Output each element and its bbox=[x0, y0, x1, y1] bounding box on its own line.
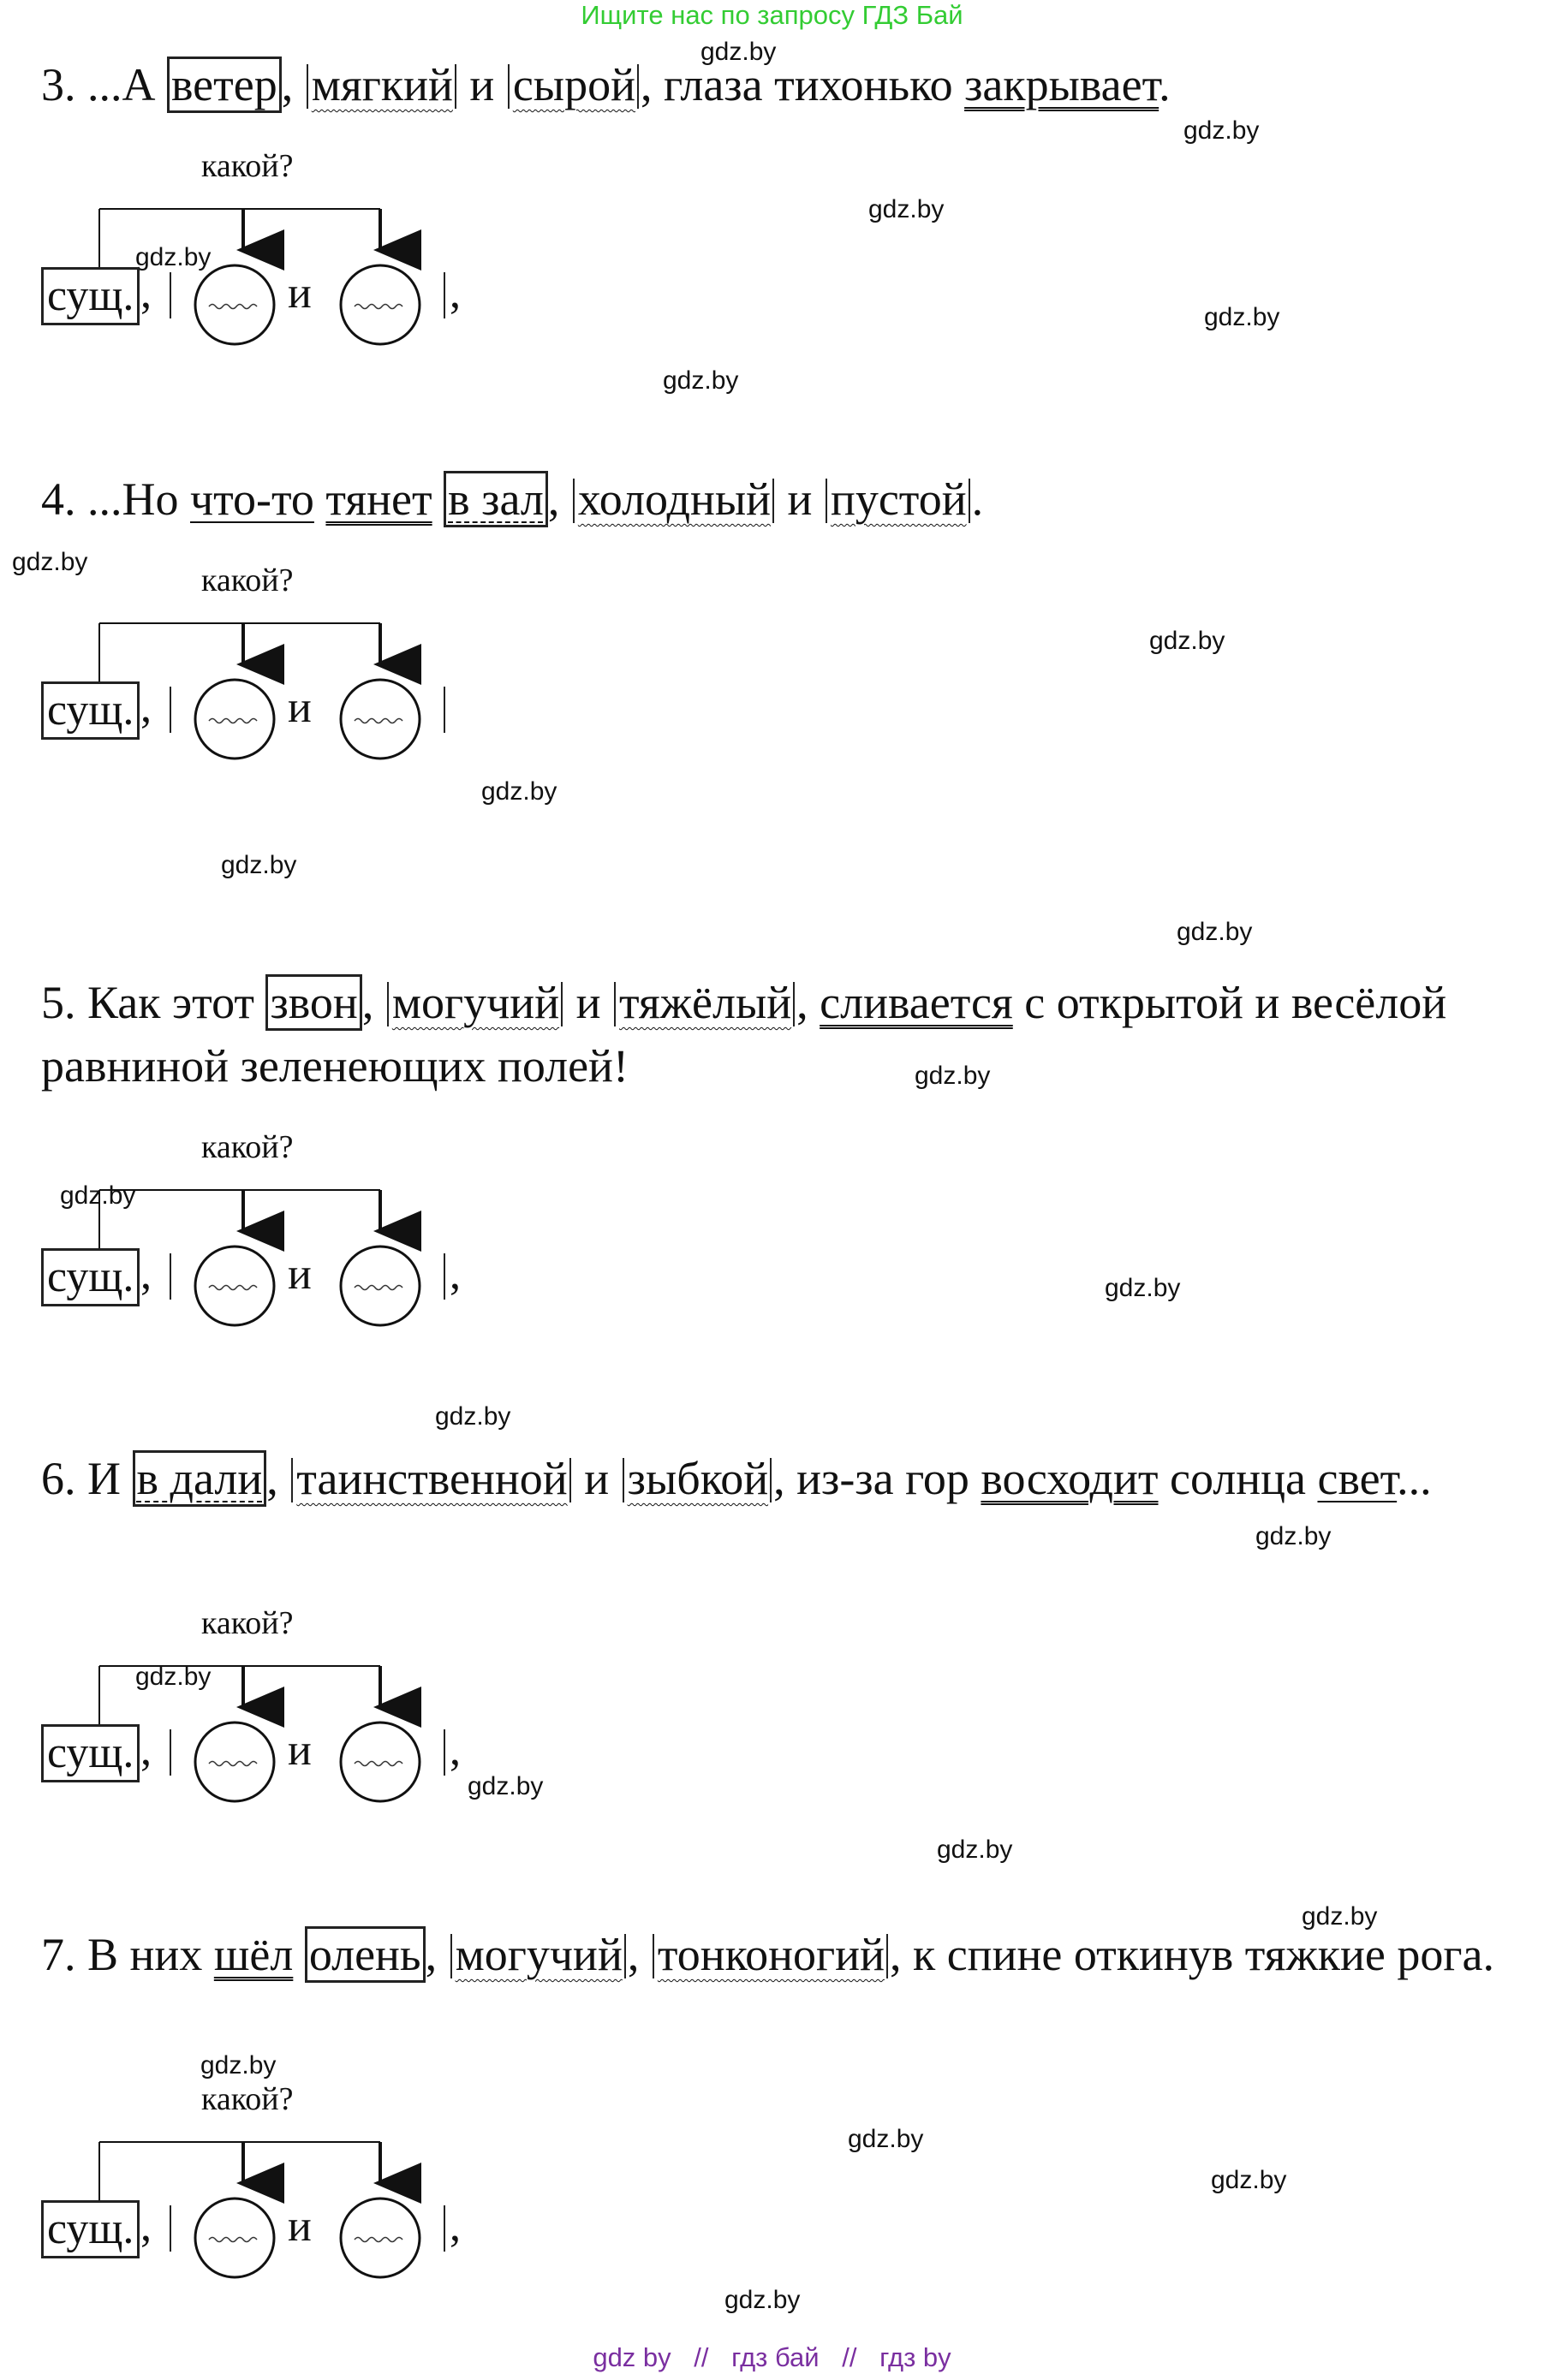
scheme-bar bbox=[444, 2205, 445, 2252]
watermark: gdz.by bbox=[481, 777, 557, 806]
watermark: gdz.by bbox=[1177, 918, 1253, 946]
participial-bar bbox=[793, 982, 795, 1026]
sentence-word: закрывает bbox=[964, 59, 1159, 110]
scheme-conj: и bbox=[288, 269, 312, 318]
wavy-mark bbox=[355, 719, 402, 723]
participial-bar bbox=[772, 479, 774, 523]
scheme-conj: и bbox=[288, 2202, 312, 2251]
footer-separator: // bbox=[842, 2342, 857, 2372]
scheme-bar bbox=[170, 687, 171, 733]
sentence-word: тянет bbox=[325, 473, 432, 525]
participle-circle bbox=[341, 2199, 420, 2277]
scheme-comma: , bbox=[140, 2202, 152, 2251]
sentence-word: могучий bbox=[455, 1929, 623, 1980]
sentence-6 bbox=[41, 1447, 1514, 1510]
scheme-comma: , bbox=[140, 269, 152, 318]
scheme-comma: , bbox=[140, 683, 152, 732]
participle-circle bbox=[195, 680, 274, 759]
sentence-word: , глаза тихонько bbox=[640, 59, 965, 110]
participial-bar bbox=[637, 64, 639, 109]
wavy-mark bbox=[355, 2238, 402, 2242]
sentence-word: , bbox=[425, 1929, 449, 1980]
watermark: gdz.by bbox=[12, 548, 88, 576]
participial-bar bbox=[886, 1934, 888, 1978]
scheme-bar bbox=[444, 1729, 445, 1776]
wavy-mark bbox=[209, 2238, 257, 2242]
watermark: gdz.by bbox=[60, 1181, 136, 1210]
top-banner[interactable]: Ищите нас по запросу ГДЗ Бай bbox=[581, 0, 963, 30]
scheme-end-comma: , bbox=[450, 2202, 461, 2251]
sentence-word: могучий bbox=[391, 977, 560, 1028]
sentence-word: с открытой и весёлой равниной зеленеющих полей! bbox=[41, 977, 1447, 1092]
watermark: gdz.by bbox=[135, 1663, 212, 1691]
participial-bar bbox=[770, 1458, 772, 1502]
watermark: gdz.by bbox=[135, 243, 212, 271]
sentence-word: 6. И bbox=[41, 1453, 133, 1504]
watermark: gdz.by bbox=[1302, 1902, 1378, 1931]
participle-circle bbox=[195, 1723, 274, 1801]
sentence-word: , к спине откинув тяжкие рога. bbox=[889, 1929, 1495, 1980]
sentence-word bbox=[432, 473, 444, 525]
sentence-word: пустой bbox=[830, 473, 967, 525]
sentence-word: и bbox=[572, 1453, 621, 1504]
participial-bar bbox=[561, 982, 563, 1026]
scheme-bar bbox=[170, 272, 171, 318]
scheme-bar bbox=[170, 1253, 171, 1300]
sentence-word: в дали bbox=[133, 1450, 267, 1507]
watermark: gdz.by bbox=[1211, 2166, 1287, 2194]
participial-bar bbox=[450, 1934, 452, 1978]
wavy-mark bbox=[209, 719, 257, 723]
watermark: gdz.by bbox=[848, 2125, 924, 2153]
participle-circle bbox=[195, 1247, 274, 1325]
scheme-question: какой? bbox=[201, 148, 294, 184]
scheme-6 bbox=[34, 1604, 565, 1827]
scheme-question: какой? bbox=[201, 2081, 294, 2117]
participial-bar bbox=[455, 64, 456, 109]
scheme-bar bbox=[170, 2205, 171, 2252]
watermark: gdz.by bbox=[1105, 1274, 1181, 1302]
sentence-word: и bbox=[776, 473, 824, 525]
scheme-bar bbox=[444, 1253, 445, 1300]
participle-circle bbox=[341, 1723, 420, 1801]
participial-bar bbox=[307, 64, 308, 109]
scheme-conj: и bbox=[288, 1250, 312, 1299]
sentence-word: 7. В них bbox=[41, 1929, 214, 1980]
footer-link-3[interactable]: гдз by bbox=[879, 2342, 951, 2372]
participial-bar bbox=[614, 982, 616, 1026]
sentence-word: сливается bbox=[820, 977, 1013, 1028]
watermark: gdz.by bbox=[663, 366, 739, 395]
scheme-bar bbox=[444, 687, 445, 733]
sentence-word: восходит bbox=[981, 1453, 1159, 1504]
watermark: gdz.by bbox=[724, 2286, 801, 2314]
watermark: gdz.by bbox=[868, 195, 945, 223]
sentence-word: , bbox=[281, 59, 305, 110]
footer-link-1[interactable]: gdz by bbox=[593, 2342, 671, 2372]
footer-link-2[interactable]: гдз бай bbox=[731, 2342, 820, 2372]
sentence-word: что-то bbox=[190, 473, 314, 525]
sentence-word: звон bbox=[265, 974, 361, 1031]
participial-bar bbox=[623, 1458, 624, 1502]
sentence-word: 3. ...А bbox=[41, 59, 167, 110]
sentence-word bbox=[314, 473, 326, 525]
watermark: gdz.by bbox=[1255, 1522, 1332, 1550]
scheme-bar bbox=[170, 1729, 171, 1776]
sentence-7 bbox=[41, 1923, 1514, 1986]
watermark: gdz.by bbox=[221, 851, 297, 879]
scheme-end-comma: , bbox=[450, 1250, 461, 1299]
watermark: gdz.by bbox=[468, 1772, 544, 1800]
sentence-word: , bbox=[547, 473, 571, 525]
watermark: gdz.by bbox=[700, 38, 777, 66]
sentence-word: зыбкой bbox=[627, 1453, 769, 1504]
watermark: gdz.by bbox=[937, 1836, 1013, 1864]
scheme-noun: сущ. bbox=[41, 1724, 140, 1782]
scheme-noun: сущ. bbox=[41, 681, 140, 740]
wavy-mark bbox=[209, 305, 257, 309]
wavy-mark bbox=[355, 1762, 402, 1766]
scheme-conj: и bbox=[288, 683, 312, 732]
sentence-word: , из-за гор bbox=[773, 1453, 981, 1504]
participial-bar bbox=[969, 479, 970, 523]
scheme-question: какой? bbox=[201, 1129, 294, 1165]
participle-circle bbox=[195, 2199, 274, 2277]
sentence-4 bbox=[41, 467, 1514, 531]
sentence-word: , bbox=[266, 1453, 290, 1504]
scheme-noun: сущ. bbox=[41, 2200, 140, 2258]
participial-bar bbox=[624, 1934, 626, 1978]
participle-circle bbox=[341, 1247, 420, 1325]
scheme-comma: , bbox=[140, 1250, 152, 1299]
sentence-word: , bbox=[796, 977, 820, 1028]
watermark: gdz.by bbox=[200, 2051, 277, 2080]
sentence-word: . bbox=[971, 473, 984, 525]
sentence-word: солнца bbox=[1158, 1453, 1318, 1504]
scheme-noun: сущ. bbox=[41, 1248, 140, 1306]
sentence-word: ветер bbox=[167, 57, 282, 113]
scheme-noun: сущ. bbox=[41, 267, 140, 325]
sentence-word: . bbox=[1159, 59, 1171, 110]
watermark: gdz.by bbox=[1183, 116, 1260, 145]
scheme-question: какой? bbox=[201, 562, 294, 598]
scheme-4 bbox=[34, 562, 565, 784]
scheme-end-comma: , bbox=[450, 269, 461, 318]
scheme-5 bbox=[34, 1128, 565, 1351]
sentence-word: свет bbox=[1317, 1453, 1398, 1504]
participial-bar bbox=[387, 982, 389, 1026]
participial-bar bbox=[826, 479, 827, 523]
sentence-word: тяжёлый bbox=[619, 977, 792, 1028]
participial-bar bbox=[508, 64, 510, 109]
sentence-word: шёл bbox=[213, 1929, 294, 1980]
scheme-question: какой? bbox=[201, 1605, 294, 1641]
participial-bar bbox=[569, 1458, 571, 1502]
watermark: gdz.by bbox=[915, 1062, 991, 1090]
sentence-word: олень bbox=[305, 1926, 426, 1983]
sentence-word: , bbox=[627, 1929, 651, 1980]
participial-bar bbox=[653, 1934, 654, 1978]
sentence-word: в зал bbox=[444, 471, 548, 527]
footer-separator: // bbox=[694, 2342, 709, 2372]
wavy-mark bbox=[209, 1286, 257, 1290]
sentence-word: и bbox=[564, 977, 613, 1028]
sentence-word: 5. Как этот bbox=[41, 977, 266, 1028]
sentence-word: ... bbox=[1397, 1453, 1432, 1504]
scheme-3 bbox=[34, 147, 565, 370]
participle-circle bbox=[341, 265, 420, 344]
sentence-word: сырой bbox=[512, 59, 635, 110]
watermark: gdz.by bbox=[435, 1402, 511, 1431]
sentence-word: холодный bbox=[577, 473, 772, 525]
participle-circle bbox=[195, 265, 274, 344]
participle-circle bbox=[341, 680, 420, 759]
sentence-5 bbox=[41, 971, 1514, 1098]
wavy-mark bbox=[355, 305, 402, 309]
wavy-mark bbox=[209, 1762, 257, 1766]
scheme-comma: , bbox=[140, 1726, 152, 1775]
sentence-word: и bbox=[457, 59, 506, 110]
watermark: gdz.by bbox=[1204, 303, 1280, 331]
sentence-word: мягкий bbox=[311, 59, 453, 110]
scheme-7 bbox=[34, 2080, 565, 2303]
sentence-word: , bbox=[361, 977, 385, 1028]
participial-bar bbox=[291, 1458, 293, 1502]
sentence-word: тонконогий bbox=[657, 1929, 885, 1980]
participial-bar bbox=[573, 479, 575, 523]
bottom-banner[interactable] bbox=[0, 2339, 1544, 2377]
scheme-bar bbox=[444, 272, 445, 318]
wavy-mark bbox=[355, 1286, 402, 1290]
sentence-word: 4. ...Но bbox=[41, 473, 190, 525]
scheme-conj: и bbox=[288, 1726, 312, 1775]
scheme-end-comma: , bbox=[450, 1726, 461, 1775]
watermark: gdz.by bbox=[1149, 627, 1225, 655]
sentence-3 bbox=[41, 53, 1514, 116]
sentence-word bbox=[293, 1929, 305, 1980]
sentence-word: таинственной bbox=[296, 1453, 568, 1504]
